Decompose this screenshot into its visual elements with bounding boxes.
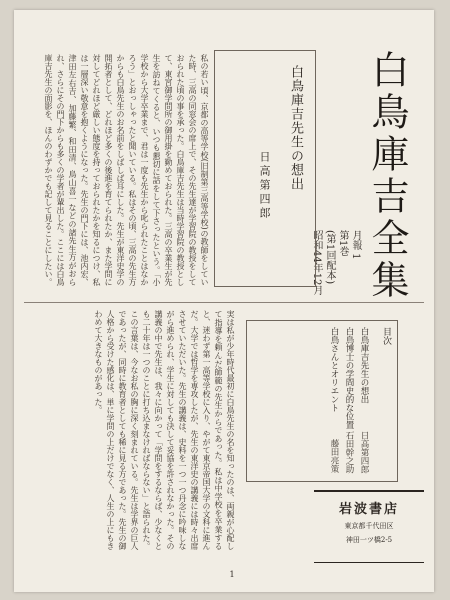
section-divider bbox=[24, 302, 424, 303]
toc-item-author: 日高第四郎 bbox=[359, 430, 369, 473]
publisher-name: 岩波書店 bbox=[338, 502, 399, 517]
toc-list bbox=[326, 327, 371, 477]
article-body-bottom: 実は私が少年時代最初に白鳥先生の名を知ったのは、両親が心配して指導を頼んだ師範の先生からであった。私は中学校を卒業すると、迷わず第一高等学校に入り、やがて東京帝国大学の文科に進んだ。大学では哲学を専攻したが、先生の東洋史の講義には時々出席させていただいた。先生の講義は、史料を一つ一つ丹念に吟味しながら進められ、学生に対しても決して妥協を許されなかった。その講義の中で先生は、我々に向かって「学問をするならば、少なくとも二十年は一つのことに打ち込まなければならない」と語られた。この言葉は、今なお私の胸に深く刻まれている。先生は学界の巨人であったが、同時に教育者としても稀に見る方であった。先生の御人格から受けた感化は、単に学問の上だけでなく、人生の上にもきわめて大きなものがあった。 bbox=[94, 310, 235, 550]
masthead-title: 白鳥庫吉全集 bbox=[365, 50, 409, 302]
newsletter-page bbox=[14, 10, 434, 592]
article-body-top: 私の若い頃、京都の高等学校(旧制第三高等学校)の教師をしていた時、三高の同窓会の席上で、その先生達が学習院の教授をしておられた頃の事を承った。白鳥庫吉先生は当時学習院の教授として、東宮御学問所の御用掛を勤めておられた。三高の卒業生が先生を訪ねてくると、いつも懇切に話をして下さったという。「小学校から大学卒業まで、君は一度も先生から叱られたことはなかろう」とおっしゃったと聞いている。私はその頃、三高の先生方からも白鳥先生のお名前をしばしば耳にした。先生が東洋史学の開拓者として、どれほど多くの後進を育てられたか、また学問に対してどれほど厳しい態度を持っておられたかを知るにつけ、私は一層深い敬意を抱くようになった。先生の門下には、池内宏、津田左右吉、加藤繁、和田清、鳥山喜一などの諸先生方がおられ、さらにその門下からも多くの学者が輩出した。ここには白鳥庫吉先生の面影を、ほんのわずかでも記して見ることにしたい。 bbox=[44, 54, 209, 286]
toc-item bbox=[341, 327, 356, 473]
table-of-contents bbox=[246, 320, 398, 482]
page-number: 1 bbox=[229, 570, 235, 579]
report-number: 月報 1 bbox=[350, 230, 361, 260]
publisher-address-1: 東京都千代田区 bbox=[344, 522, 394, 530]
toc-heading: 目次 bbox=[381, 327, 391, 345]
volume-note: (第1回配本) bbox=[324, 230, 335, 285]
toc-item-author: 石田幹之助 bbox=[344, 430, 354, 473]
toc-item bbox=[326, 327, 341, 473]
toc-item bbox=[356, 327, 371, 473]
volume-number: 第1巻 bbox=[337, 230, 348, 257]
issue-date: 昭和44年12月 bbox=[311, 230, 322, 296]
article-header bbox=[214, 50, 316, 287]
toc-item-title: 白鳥博士の学問史的な位置 bbox=[344, 327, 354, 429]
article-title: 白鳥庫吉先生の想出 bbox=[288, 65, 303, 191]
toc-item-author: 藤田亮策 bbox=[329, 439, 339, 473]
article-author: 日高第四郎 bbox=[258, 151, 271, 221]
publisher-block bbox=[314, 490, 424, 563]
toc-item-title: 白鳥さんとオリエント bbox=[329, 327, 339, 412]
publisher-address-2: 神田一ツ橋2-5 bbox=[345, 536, 393, 544]
toc-item-title: 白鳥庫吉先生の想出 bbox=[359, 327, 369, 404]
